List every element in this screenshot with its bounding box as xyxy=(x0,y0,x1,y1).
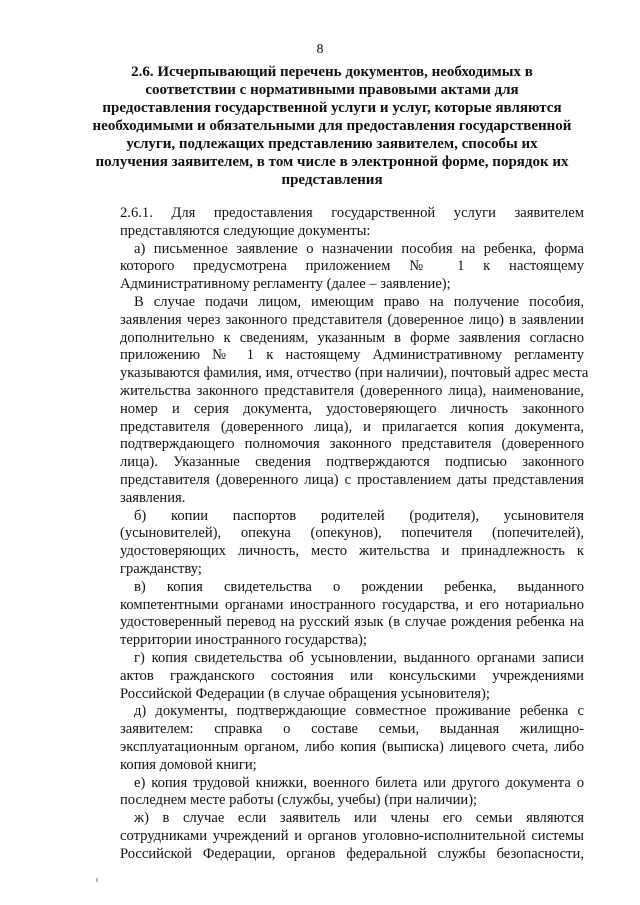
body-line: подтверждающего полномочия законного представителя (доверенного xyxy=(120,436,584,453)
document-body xyxy=(120,205,589,863)
body-line: г) копия свидетельства об усыновлении, выданного органами записи xyxy=(134,649,584,666)
body-line: территории иностранного государства); xyxy=(120,632,367,649)
body-line: дополнительно к сведениям, указанным в форме заявления согласно xyxy=(120,329,584,346)
body-line: В случае подачи лицом, имеющим право на получение пособия, xyxy=(134,293,584,310)
body-line: эксплуатационным органом, либо копия (выписка) лицевого счета, либо xyxy=(120,738,584,755)
body-line: компетентными органами иностранного государства, и его нотариально xyxy=(120,596,584,613)
heading-line: предоставления государственной услуги и услуг, которые являются xyxy=(102,100,562,116)
body-line: представителя (доверенного лица), и прилагается копия документа, xyxy=(120,418,584,435)
body-line: номер и серия документа, удостоверяющего личность законного xyxy=(120,400,584,417)
body-line: жительства законного представителя (доверенного лица), наименование, xyxy=(120,382,584,399)
body-line: представляются следующие документы: xyxy=(120,222,371,239)
scan-artifact xyxy=(96,878,98,882)
body-line: ж) в случае если заявитель или члены его семьи являются xyxy=(134,810,584,827)
body-line: б) копии паспортов родителей (родителя), усыновителя xyxy=(134,507,584,524)
body-line: д) документы, подтверждающие совместное проживание ребенка с xyxy=(134,703,584,720)
heading-line: представления xyxy=(281,172,383,188)
heading-line: необходимыми и обязательными для предоставления государственной xyxy=(92,118,572,134)
body-line: заявления. xyxy=(120,489,186,506)
page-number: 8 xyxy=(316,42,324,57)
body-line: представителя (доверенного лица) с проставлением даты представления xyxy=(120,471,584,488)
body-line: копия домовой книги; xyxy=(120,756,257,773)
body-line: а) письменное заявление о назначении пособия на ребенка, форма xyxy=(134,240,584,257)
body-line: Российской Федерации (в случае обращения усыновителя); xyxy=(120,685,490,702)
body-line: в) копия свидетельства о рождении ребенка, выданного xyxy=(134,578,584,595)
body-line: гражданству; xyxy=(120,560,202,577)
section-heading xyxy=(92,63,572,189)
body-line: Российской Федерации, органов федеральной службы безопасности, xyxy=(120,845,584,862)
body-line: (усыновителей), опекуна (опекунов), попечителя (попечителей), xyxy=(120,525,584,542)
body-line: заявления через законного представителя (доверенное лицо) в заявлении xyxy=(120,311,584,328)
body-line: приложению № 1 к настоящему Административному регламенту xyxy=(120,347,584,364)
body-line: 2.6.1. Для предоставления государственной услуги заявителем xyxy=(120,205,584,221)
heading-line: услуги, подлежащих представлению заявителем, способы их xyxy=(126,136,538,152)
body-line: актов гражданского состояния или консульскими учреждениями xyxy=(120,667,584,684)
body-line: е) копия трудовой книжки, военного билета или другого документа о xyxy=(134,774,584,791)
heading-line: 2.6. Исчерпывающий перечень документов, необходимых в xyxy=(131,64,533,80)
body-line: сотрудниками учреждений и органов уголовно-исполнительной системы xyxy=(120,827,584,844)
body-line: которого предусмотрена приложением № 1 к настоящему xyxy=(120,258,584,275)
heading-line: получения заявителем, в том числе в электронной форме, порядок их xyxy=(95,154,569,170)
body-line: лица). Указанные сведения подтверждаются подписью законного xyxy=(120,454,584,471)
body-line: заявителем: справка о составе семьи, выданная жилищно- xyxy=(120,721,584,738)
body-line: Административному регламенту (далее – заявление); xyxy=(120,276,451,293)
body-line: удостоверяющих личность, место жительства и принадлежность к xyxy=(120,543,584,560)
body-line: удостоверенный перевод на русский язык (в случае рождения ребенка на xyxy=(120,614,584,631)
heading-line: соответствии с нормативными правовыми актами для xyxy=(145,82,519,98)
body-line: последнем месте работы (службы, учебы) (при наличии); xyxy=(120,792,478,809)
body-line: указываются фамилия, имя, отчество (при наличии), почтовый адрес места xyxy=(120,365,589,382)
